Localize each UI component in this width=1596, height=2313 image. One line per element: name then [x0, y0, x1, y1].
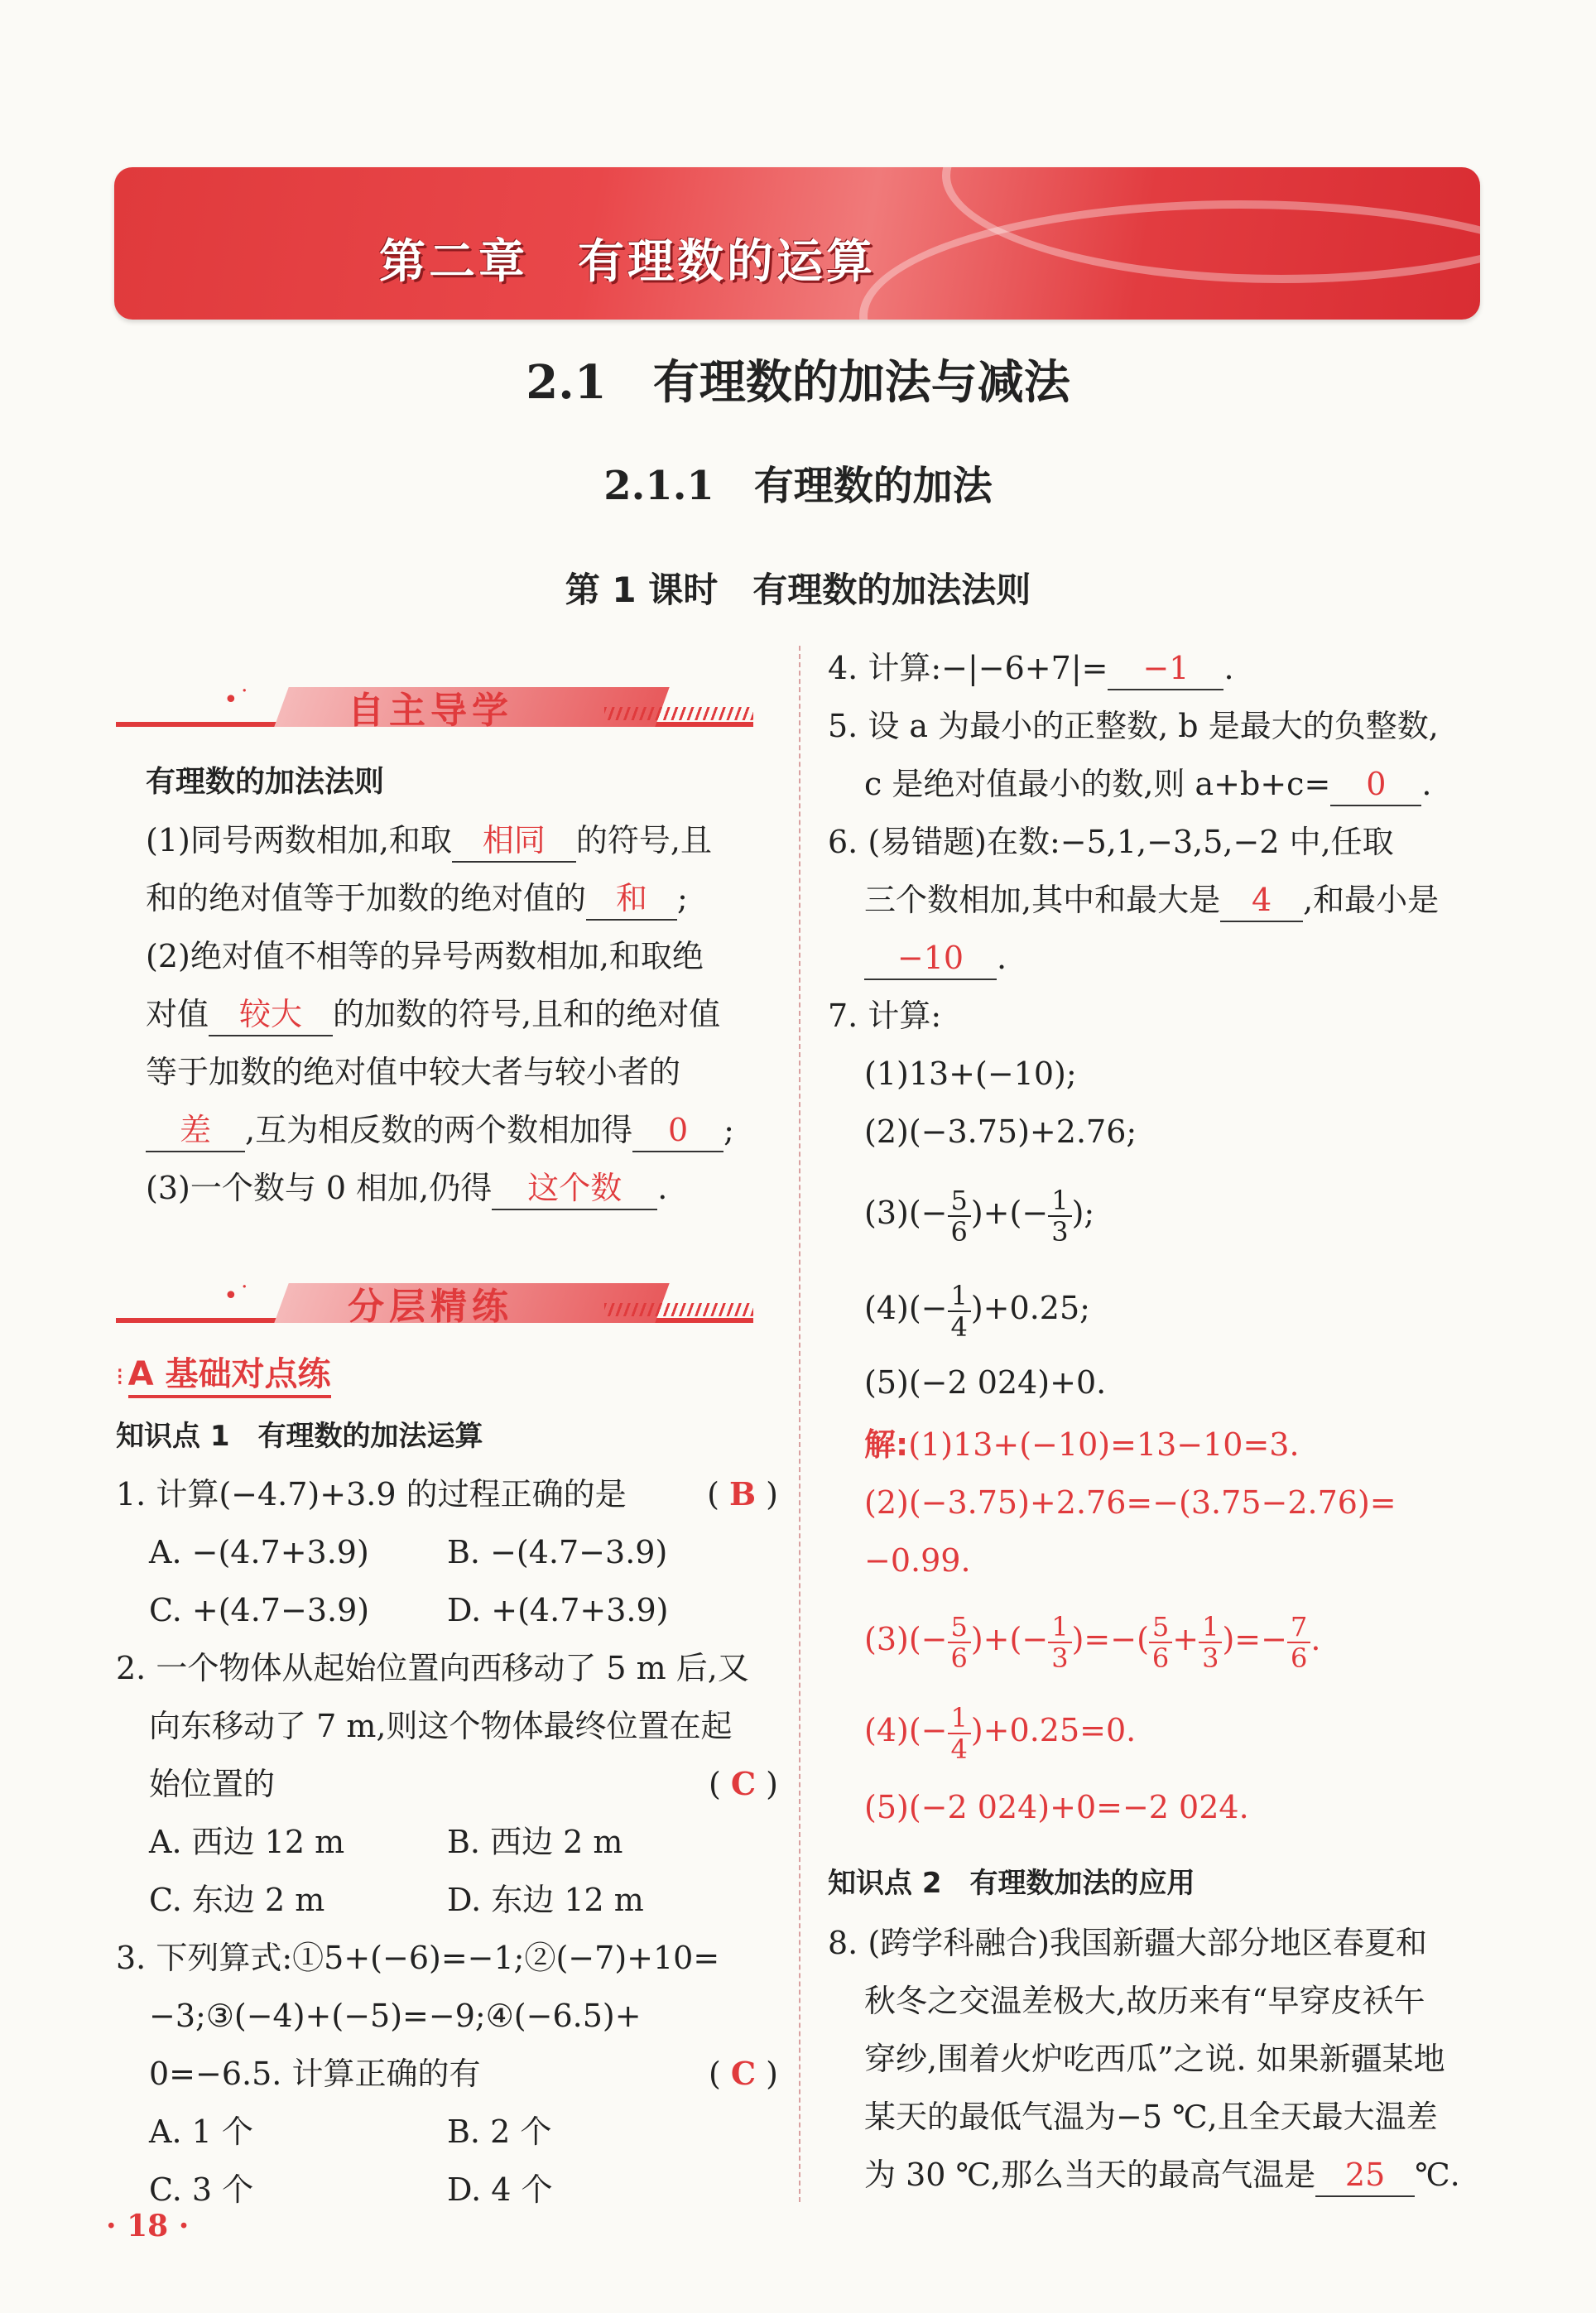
rules-heading: 有理数的加法法则 — [146, 765, 385, 799]
q3-option-d: D. 4 个 — [447, 2171, 553, 2208]
chapter-title: 第二章 有理数的运算 — [379, 235, 876, 289]
q1-option-a: A. −(4.7+3.9) — [149, 1534, 369, 1570]
question-7: 7. 计算: — [828, 998, 942, 1034]
answer-blank: 较大 — [209, 993, 333, 1036]
question-6-line1: 6. (易错题)在数:−5,1,−3,5,−2 中,任取 — [828, 824, 1394, 860]
rule2-line3: 等于加数的绝对值中较大者与较小者的 — [146, 1054, 681, 1090]
q2-option-a: A. 西边 12 m — [149, 1824, 345, 1860]
rule2-line1: (2)绝对值不相等的异号两数相加,和取绝 — [146, 938, 704, 974]
answer-blank: −1 — [1108, 647, 1223, 690]
answer-blank: 相同 — [452, 820, 576, 863]
question-5-line2: c 是绝对值最小的数,则 a+b+c= 0 . — [864, 755, 1431, 813]
answer-blank: 0 — [1330, 763, 1421, 806]
fraction: $\frac{5}{6}$ — [948, 1185, 971, 1247]
question-3-line1: 3. 下列算式:①5+(−6)=−1;②(−7)+10= — [116, 1940, 720, 1976]
solution-line4: (3)(− $\frac{5}{6}$ )+(− $\frac{1}{3}$ )=−( $\frac{5}{6}$ + $\frac{1}{3}$ )=− $\frac{7}{6}$ . — [864, 1610, 1321, 1674]
section-header-self-study — [116, 671, 762, 745]
rule2-line4: 差 ,互为相反数的两个数相加得 0 ; — [146, 1101, 734, 1159]
q7-part4: (4)(− $\frac{1}{4}$ )+0.25; — [864, 1279, 1090, 1343]
fraction: $\frac{5}{6}$ — [948, 1612, 971, 1673]
choice-answer: ( B ) — [707, 1475, 778, 1512]
question-2-line3: 始位置的 ( C ) — [149, 1755, 778, 1813]
answer-blank: 和 — [586, 878, 677, 921]
answer-blank: 差 — [146, 1109, 245, 1152]
question-8-line3: 穿纱,围着火炉吃西瓜”之说. 如果新疆某地 — [864, 2041, 1445, 2077]
fraction: $\frac{1}{3}$ — [1199, 1612, 1222, 1673]
question-3-line2: −3;③(−4)+(−5)=−9;④(−6.5)+ — [149, 1998, 642, 2034]
rule1-line1: (1)同号两数相加,和取 相同 的符号,且 — [146, 811, 712, 869]
answer-blank: 4 — [1220, 879, 1303, 922]
rule2-line2: 对值 较大 的加数的符号,且和的绝对值 — [146, 985, 720, 1043]
q7-part3: (3)(− $\frac{5}{6}$ )+(− $\frac{1}{3}$ ); — [864, 1184, 1095, 1248]
section-label: 分层精练 — [348, 1286, 513, 1328]
answer-blank: 25 — [1315, 2154, 1415, 2197]
rule3-line: (3)一个数与 0 相加,仍得 这个数 . — [146, 1159, 667, 1217]
answer-blank: 0 — [632, 1109, 723, 1152]
q7-part2: (2)(−3.75)+2.76; — [864, 1113, 1137, 1150]
q1-option-b: B. −(4.7−3.9) — [447, 1534, 668, 1570]
page-number: · 18 · — [106, 2209, 190, 2243]
question-2-line1: 2. 一个物体从起始位置向西移动了 5 m 后,又 — [116, 1650, 749, 1686]
question-6-line3: −10 . — [864, 929, 1007, 987]
column-divider — [799, 646, 800, 2202]
q7-part1: (1)13+(−10); — [864, 1056, 1077, 1092]
q3-option-b: B. 2 个 — [447, 2113, 552, 2150]
q2-option-b: B. 西边 2 m — [447, 1824, 623, 1860]
question-4: 4. 计算:−|−6+7|= −1 . — [828, 639, 1234, 697]
rule1-line2: 和的绝对值等于加数的绝对值的 和 ; — [146, 869, 688, 927]
question-8-line2: 秋冬之交温差极大,故历来有“早穿皮袄午 — [864, 1983, 1425, 2019]
section-title: 2.1 有理数的加法与减法 — [526, 355, 1070, 410]
dots-icon: •˙ — [224, 1282, 251, 1310]
question-3-line3: 0=−6.5. 计算正确的有 ( C ) — [149, 2045, 778, 2103]
section-label: 自主导学 — [348, 690, 513, 732]
q1-option-d: D. +(4.7+3.9) — [447, 1592, 669, 1628]
dots-icon: ⁝ — [116, 1363, 124, 1392]
dots-icon: •˙ — [224, 685, 251, 714]
question-8-line4: 某天的最低气温为−5 ℃,且全天最大温差 — [864, 2099, 1438, 2135]
answer-blank: −10 — [864, 937, 997, 980]
fraction: $\frac{1}{4}$ — [948, 1703, 971, 1764]
solution-line5: (4)(− $\frac{1}{4}$ )+0.25=0. — [864, 1701, 1137, 1765]
q2-option-c: C. 东边 2 m — [149, 1882, 325, 1918]
lesson-title: 第 1 课时 有理数的加法法则 — [565, 570, 1031, 610]
knowledge-point-2: 知识点 2 有理数加法的应用 — [828, 1867, 1195, 1900]
answer-blank: 这个数 — [492, 1167, 657, 1210]
question-8-line1: 8. (跨学科融合)我国新疆大部分地区春夏和 — [828, 1925, 1427, 1961]
question-1: 1. 计算(−4.7)+3.9 的过程正确的是 ( B ) — [116, 1465, 778, 1523]
solution-line6: (5)(−2 024)+0=−2 024. — [864, 1789, 1249, 1825]
choice-answer: ( C ) — [708, 1765, 778, 1802]
fraction: $\frac{7}{6}$ — [1287, 1612, 1310, 1673]
fraction: $\frac{1}{3}$ — [1048, 1185, 1071, 1247]
question-8-line5: 为 30 ℃,那么当天的最高气温是 25 ℃. — [864, 2146, 1460, 2204]
q3-option-c: C. 3 个 — [149, 2171, 254, 2208]
q3-option-a: A. 1 个 — [149, 2113, 253, 2150]
choice-answer: ( C ) — [708, 2055, 778, 2092]
section-header-practice — [116, 1267, 762, 1341]
fraction: $\frac{1}{3}$ — [1048, 1612, 1071, 1673]
question-5-line1: 5. 设 a 为最小的正整数, b 是最大的负整数, — [828, 708, 1439, 744]
chapter-banner — [114, 167, 1480, 320]
solution-line2: (2)(−3.75)+2.76=−(3.75−2.76)= — [864, 1484, 1396, 1521]
fraction: $\frac{5}{6}$ — [1149, 1612, 1172, 1673]
solution-line3: −0.99. — [864, 1542, 971, 1579]
q2-option-d: D. 东边 12 m — [447, 1882, 644, 1918]
subsection-a: ⁝ A 基础对点练 — [116, 1348, 331, 1395]
fraction: $\frac{1}{4}$ — [948, 1281, 971, 1342]
subsection-title: 2.1.1 有理数的加法 — [603, 463, 993, 509]
question-6-line2: 三个数相加,其中和最大是 4 ,和最小是 — [864, 871, 1439, 929]
question-2-line2: 向东移动了 7 m,则这个物体最终位置在起 — [149, 1708, 733, 1744]
q7-part5: (5)(−2 024)+0. — [864, 1364, 1107, 1401]
solution-line1: 解:(1)13+(−10)=13−10=3. — [864, 1426, 1300, 1463]
knowledge-point-1: 知识点 1 有理数的加法运算 — [116, 1420, 483, 1453]
q1-option-c: C. +(4.7−3.9) — [149, 1592, 370, 1628]
